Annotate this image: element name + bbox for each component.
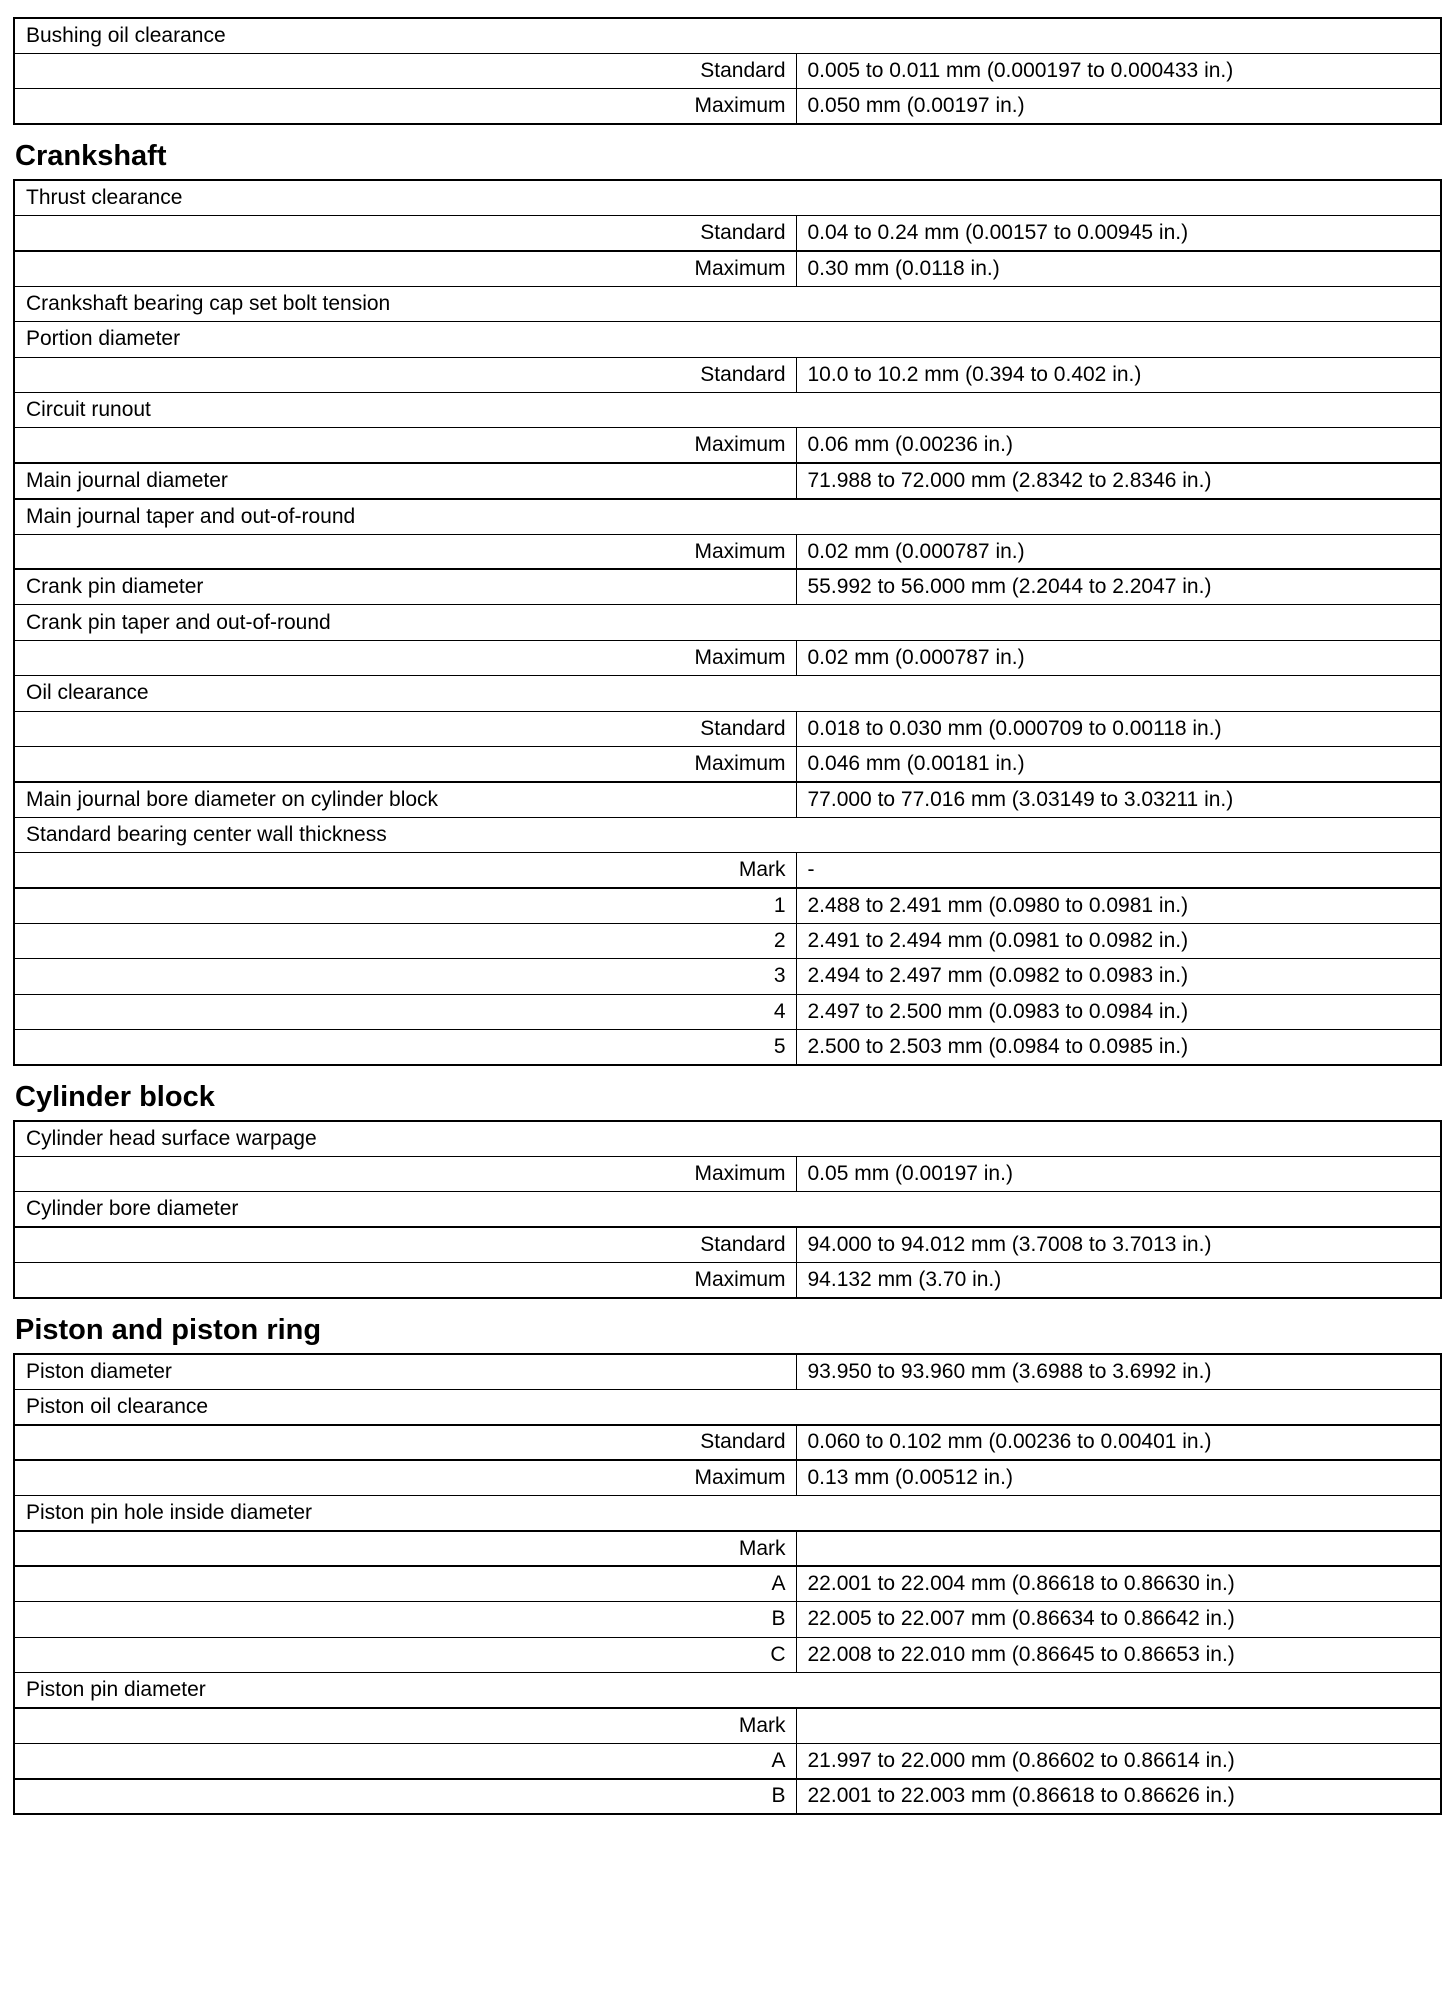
spec-value: -	[796, 853, 1441, 888]
spec-label: B	[14, 1779, 796, 1814]
spec-value	[796, 1708, 1441, 1743]
table-row	[14, 1602, 1441, 1637]
table-row	[14, 180, 1441, 215]
spec-value: 77.000 to 77.016 mm (3.03149 to 3.03211 in.)	[796, 782, 1441, 817]
spec-label: Standard	[14, 1227, 796, 1262]
table-row	[14, 888, 1441, 923]
table-row	[14, 1389, 1441, 1424]
spec-group-heading: Piston oil clearance	[14, 1389, 1441, 1424]
spec-label: Standard	[14, 216, 796, 251]
spec-value: 94.000 to 94.012 mm (3.7008 to 3.7013 in.)	[796, 1227, 1441, 1262]
spec-label: Maximum	[14, 1460, 796, 1495]
spec-label: Maximum	[14, 428, 796, 463]
spec-label: Maximum	[14, 1156, 796, 1191]
table-row	[14, 1531, 1441, 1566]
table-row	[14, 18, 1441, 53]
table-row	[14, 605, 1441, 640]
table-row	[14, 1779, 1441, 1814]
spec-group-heading: Cylinder bore diameter	[14, 1192, 1441, 1227]
table-row	[14, 782, 1441, 817]
table-row	[14, 959, 1441, 994]
spec-value: 0.050 mm (0.00197 in.)	[796, 89, 1441, 124]
spec-item-name: Main journal diameter	[14, 463, 796, 498]
table-row	[14, 853, 1441, 888]
spec-label: Standard	[14, 53, 796, 88]
table-row	[14, 534, 1441, 569]
spec-value: 0.30 mm (0.0118 in.)	[796, 251, 1441, 286]
table-row	[14, 89, 1441, 124]
spec-item-name: Piston diameter	[14, 1354, 796, 1389]
spec-value: 0.04 to 0.24 mm (0.00157 to 0.00945 in.)	[796, 216, 1441, 251]
spec-value: 22.001 to 22.004 mm (0.86618 to 0.86630 in.)	[796, 1566, 1441, 1601]
spec-value: 21.997 to 22.000 mm (0.86602 to 0.86614 in.)	[796, 1743, 1441, 1778]
table-row	[14, 1121, 1441, 1156]
table-row	[14, 463, 1441, 498]
spec-label: Mark	[14, 853, 796, 888]
table-row	[14, 711, 1441, 746]
spec-value: 0.13 mm (0.00512 in.)	[796, 1460, 1441, 1495]
spec-value: 55.992 to 56.000 mm (2.2044 to 2.2047 in.)	[796, 569, 1441, 604]
spec-group-heading: Crank pin taper and out-of-round	[14, 605, 1441, 640]
table-row	[14, 640, 1441, 675]
spec-label: A	[14, 1743, 796, 1778]
spec-label: Standard	[14, 357, 796, 392]
spec-label: 4	[14, 994, 796, 1029]
spec-label: 1	[14, 888, 796, 923]
spec-value: 2.500 to 2.503 mm (0.0984 to 0.0985 in.)	[796, 1030, 1441, 1065]
table-row	[14, 428, 1441, 463]
table-row	[14, 1425, 1441, 1460]
spec-label: Mark	[14, 1531, 796, 1566]
table-row	[14, 1030, 1441, 1065]
spec-value: 71.988 to 72.000 mm (2.8342 to 2.8346 in.)	[796, 463, 1441, 498]
table-row	[14, 817, 1441, 852]
table-row	[14, 251, 1441, 286]
spec-value: 0.05 mm (0.00197 in.)	[796, 1156, 1441, 1191]
spec-value: 2.494 to 2.497 mm (0.0982 to 0.0983 in.)	[796, 959, 1441, 994]
spec-value: 94.132 mm (3.70 in.)	[796, 1263, 1441, 1298]
spec-document	[13, 17, 1440, 1815]
spec-value: 2.491 to 2.494 mm (0.0981 to 0.0982 in.)	[796, 923, 1441, 958]
table-row	[14, 994, 1441, 1029]
spec-value: 0.060 to 0.102 mm (0.00236 to 0.00401 in.)	[796, 1425, 1441, 1460]
spec-label: C	[14, 1637, 796, 1672]
spec-group-heading: Piston pin hole inside diameter	[14, 1495, 1441, 1530]
spec-group-heading: Crankshaft bearing cap set bolt tension	[14, 286, 1441, 321]
spec-group-heading: Piston pin diameter	[14, 1672, 1441, 1707]
spec-group-heading: Thrust clearance	[14, 180, 1441, 215]
spec-label: Maximum	[14, 1263, 796, 1298]
table-row	[14, 499, 1441, 534]
table-row	[14, 393, 1441, 428]
spec-item-name: Crank pin diameter	[14, 569, 796, 604]
table-row	[14, 1566, 1441, 1601]
section-title: Piston and piston ring	[15, 1313, 322, 1346]
table-row	[14, 357, 1441, 392]
spec-label: Standard	[14, 711, 796, 746]
spec-group-heading: Bushing oil clearance	[14, 18, 1441, 53]
table-row	[14, 1263, 1441, 1298]
table-row	[14, 1495, 1441, 1530]
table-row	[14, 1227, 1441, 1262]
section-title: Cylinder block	[15, 1080, 215, 1113]
table-row	[14, 923, 1441, 958]
spec-label: 3	[14, 959, 796, 994]
spec-label: Standard	[14, 1425, 796, 1460]
spec-label: 2	[14, 923, 796, 958]
spec-group-heading: Oil clearance	[14, 676, 1441, 711]
spec-value: 0.018 to 0.030 mm (0.000709 to 0.00118 in.)	[796, 711, 1441, 746]
spec-value: 22.001 to 22.003 mm (0.86618 to 0.86626 in.)	[796, 1779, 1441, 1814]
spec-value: 2.497 to 2.500 mm (0.0983 to 0.0984 in.)	[796, 994, 1441, 1029]
spec-table	[13, 1353, 1442, 1815]
spec-label: Maximum	[14, 746, 796, 781]
table-row	[14, 1743, 1441, 1778]
table-row	[14, 569, 1441, 604]
spec-value: 22.008 to 22.010 mm (0.86645 to 0.86653 in.)	[796, 1637, 1441, 1672]
spec-label: Maximum	[14, 534, 796, 569]
spec-label: B	[14, 1602, 796, 1637]
spec-value	[796, 1531, 1441, 1566]
table-row	[14, 216, 1441, 251]
section-title: Crankshaft	[15, 140, 167, 173]
spec-group-heading: Cylinder head surface warpage	[14, 1121, 1441, 1156]
table-row	[14, 1672, 1441, 1707]
spec-label: A	[14, 1566, 796, 1601]
spec-value: 0.06 mm (0.00236 in.)	[796, 428, 1441, 463]
spec-label: Maximum	[14, 251, 796, 286]
table-row	[14, 1156, 1441, 1191]
spec-group-heading: Portion diameter	[14, 322, 1441, 357]
spec-value: 10.0 to 10.2 mm (0.394 to 0.402 in.)	[796, 357, 1441, 392]
spec-label: 5	[14, 1030, 796, 1065]
table-row	[14, 53, 1441, 88]
spec-table	[13, 17, 1442, 125]
table-row	[14, 676, 1441, 711]
table-row	[14, 1708, 1441, 1743]
table-row	[14, 1192, 1441, 1227]
spec-label: Mark	[14, 1708, 796, 1743]
spec-value: 22.005 to 22.007 mm (0.86634 to 0.86642 in.)	[796, 1602, 1441, 1637]
table-row	[14, 1637, 1441, 1672]
spec-label: Maximum	[14, 89, 796, 124]
spec-item-name: Main journal bore diameter on cylinder block	[14, 782, 796, 817]
spec-label: Maximum	[14, 640, 796, 675]
spec-group-heading: Circuit runout	[14, 393, 1441, 428]
spec-value: 0.02 mm (0.000787 in.)	[796, 534, 1441, 569]
spec-table	[13, 179, 1442, 1066]
spec-group-heading: Main journal taper and out-of-round	[14, 499, 1441, 534]
spec-group-heading: Standard bearing center wall thickness	[14, 817, 1441, 852]
spec-value: 2.488 to 2.491 mm (0.0980 to 0.0981 in.)	[796, 888, 1441, 923]
table-row	[14, 286, 1441, 321]
table-row	[14, 1354, 1441, 1389]
spec-value: 0.005 to 0.011 mm (0.000197 to 0.000433 in.)	[796, 53, 1441, 88]
spec-value: 0.02 mm (0.000787 in.)	[796, 640, 1441, 675]
table-row	[14, 746, 1441, 781]
spec-value: 0.046 mm (0.00181 in.)	[796, 746, 1441, 781]
table-row	[14, 322, 1441, 357]
table-row	[14, 1460, 1441, 1495]
spec-value: 93.950 to 93.960 mm (3.6988 to 3.6992 in.)	[796, 1354, 1441, 1389]
spec-table	[13, 1120, 1442, 1299]
